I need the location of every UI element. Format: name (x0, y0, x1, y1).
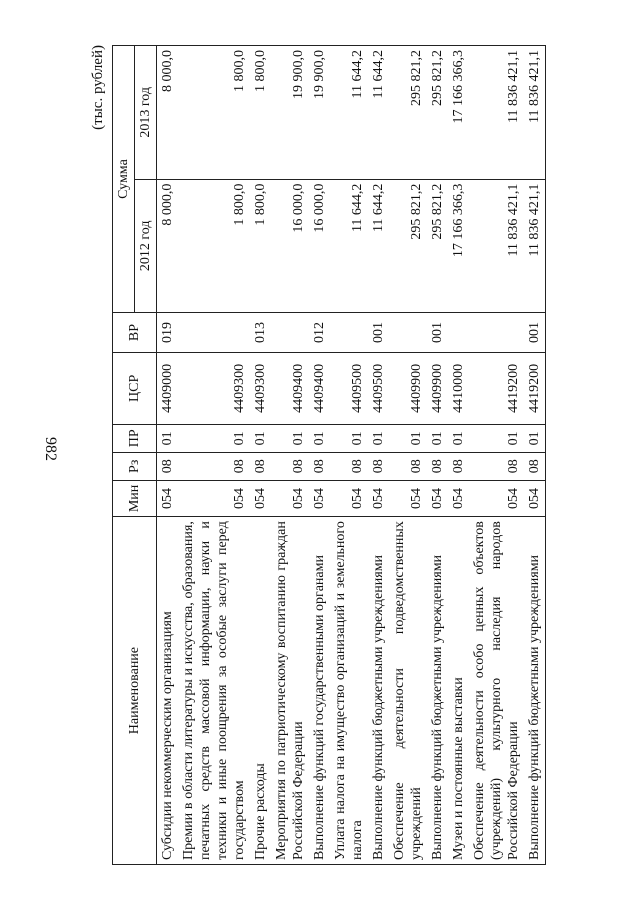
header-rz: Рз (113, 452, 157, 480)
table-row (330, 46, 368, 865)
cell-pr: 01 (330, 424, 368, 452)
cell-sum-2012: 8 000,0 (157, 179, 179, 313)
cell-vr: 013 (250, 313, 271, 353)
cell-min: 054 (250, 480, 271, 516)
cell-pr: 01 (448, 424, 469, 452)
table-row (271, 46, 309, 865)
cell-min: 054 (368, 480, 389, 516)
cell-pr: 01 (368, 424, 389, 452)
table-row (250, 46, 271, 865)
table-row (389, 46, 427, 865)
budget-table (112, 45, 546, 865)
header-pr: ПР (113, 424, 157, 452)
units-label: (тыс. рублей) (90, 45, 106, 130)
cell-sum-2012: 1 800,0 (250, 179, 271, 313)
cell-sum-2013: 295 821,2 (427, 46, 448, 180)
cell-sum-2013: 19 900,0 (271, 46, 309, 180)
header-vr: ВР (113, 313, 157, 353)
cell-csr: 4409900 (389, 352, 427, 424)
cell-csr: 4409400 (309, 352, 330, 424)
cell-vr: 001 (368, 313, 389, 353)
cell-min: 054 (178, 480, 250, 516)
page-number: 982 (42, 437, 59, 461)
cell-csr: 4409300 (178, 352, 250, 424)
cell-rz: 08 (524, 452, 546, 480)
cell-name: Прочие расходы (250, 517, 271, 865)
cell-vr: 001 (524, 313, 546, 353)
cell-sum-2012: 11 644,2 (330, 179, 368, 313)
cell-pr: 01 (389, 424, 427, 452)
cell-rz: 08 (389, 452, 427, 480)
cell-rz: 08 (250, 452, 271, 480)
cell-vr (448, 313, 469, 353)
cell-csr: 4419200 (524, 352, 546, 424)
cell-pr: 01 (309, 424, 330, 452)
table-row (448, 46, 469, 865)
cell-name: Выполнение функций бюджетными учреждениями (427, 517, 448, 865)
cell-rz: 08 (427, 452, 448, 480)
cell-name: Премии в области литературы и искусства, образования, печатных средств массовой информации, науки и техники и иные поощрения за особые заслуги перед государством (178, 517, 250, 865)
table-row (368, 46, 389, 865)
cell-csr: 4409400 (271, 352, 309, 424)
cell-name: Мероприятия по патриотическому воспитанию граждан Российской Федерации (271, 517, 309, 865)
table-row (427, 46, 448, 865)
header-year-2013: 2013 год (135, 46, 157, 180)
header-min: Мин (113, 480, 157, 516)
header-year-2012: 2012 год (135, 179, 157, 313)
cell-sum-2012: 295 821,2 (427, 179, 448, 313)
cell-min: 054 (271, 480, 309, 516)
cell-vr (330, 313, 368, 353)
cell-pr: 01 (427, 424, 448, 452)
cell-pr: 01 (524, 424, 546, 452)
cell-vr (178, 313, 250, 353)
cell-name: Выполнение функций государственными органами (309, 517, 330, 865)
cell-sum-2012: 295 821,2 (389, 179, 427, 313)
cell-name: Музеи и постоянные выставки (448, 517, 469, 865)
table-row (469, 46, 524, 865)
cell-rz: 08 (309, 452, 330, 480)
cell-name: Обеспечение деятельности особо ценных объектов (учреждений) культурного наследия народов Российской Федерации (469, 517, 524, 865)
cell-csr: 4409500 (368, 352, 389, 424)
cell-min: 054 (448, 480, 469, 516)
cell-sum-2013: 11 644,2 (330, 46, 368, 180)
cell-vr: 019 (157, 313, 179, 353)
cell-vr (389, 313, 427, 353)
cell-min: 054 (309, 480, 330, 516)
cell-vr: 012 (309, 313, 330, 353)
cell-sum-2013: 11 644,2 (368, 46, 389, 180)
budget-table-sheet (90, 45, 630, 865)
table-row (524, 46, 546, 865)
cell-sum-2012: 11 644,2 (368, 179, 389, 313)
cell-csr: 4409500 (330, 352, 368, 424)
header-row (113, 46, 135, 865)
cell-sum-2012: 11 836 421,1 (524, 179, 546, 313)
cell-min: 054 (157, 480, 179, 516)
cell-csr: 4419200 (469, 352, 524, 424)
table-row (309, 46, 330, 865)
cell-pr: 01 (469, 424, 524, 452)
cell-csr: 4410000 (448, 352, 469, 424)
cell-csr: 4409300 (250, 352, 271, 424)
cell-rz: 08 (178, 452, 250, 480)
cell-sum-2013: 8 000,0 (157, 46, 179, 180)
cell-name: Выполнение функций бюджетными учреждениями (368, 517, 389, 865)
cell-csr: 4409000 (157, 352, 179, 424)
cell-rz: 08 (368, 452, 389, 480)
cell-rz: 08 (330, 452, 368, 480)
header-csr: ЦСР (113, 352, 157, 424)
cell-sum-2013: 295 821,2 (389, 46, 427, 180)
cell-name: Обеспечение деятельности подведомственных учреждений (389, 517, 427, 865)
cell-pr: 01 (250, 424, 271, 452)
cell-rz: 08 (157, 452, 179, 480)
cell-min: 054 (469, 480, 524, 516)
cell-rz: 08 (448, 452, 469, 480)
cell-min: 054 (427, 480, 448, 516)
cell-vr (271, 313, 309, 353)
cell-name: Уплата налога на имущество организаций и земельного налога (330, 517, 368, 865)
cell-min: 054 (330, 480, 368, 516)
header-name: Наименование (113, 517, 157, 865)
cell-sum-2013: 11 836 421,1 (469, 46, 524, 180)
table-row (157, 46, 179, 865)
cell-vr (469, 313, 524, 353)
cell-rz: 08 (469, 452, 524, 480)
cell-vr: 001 (427, 313, 448, 353)
cell-pr: 01 (178, 424, 250, 452)
header-sum: Сумма (113, 46, 135, 313)
cell-pr: 01 (271, 424, 309, 452)
cell-pr: 01 (157, 424, 179, 452)
cell-sum-2013: 1 800,0 (250, 46, 271, 180)
cell-name: Субсидии некоммерческим организациям (157, 517, 179, 865)
cell-sum-2013: 11 836 421,1 (524, 46, 546, 180)
cell-min: 054 (389, 480, 427, 516)
cell-sum-2012: 11 836 421,1 (469, 179, 524, 313)
cell-sum-2013: 1 800,0 (178, 46, 250, 180)
cell-sum-2012: 16 000,0 (309, 179, 330, 313)
cell-sum-2013: 17 166 366,3 (448, 46, 469, 180)
cell-sum-2012: 1 800,0 (178, 179, 250, 313)
cell-sum-2012: 16 000,0 (271, 179, 309, 313)
cell-min: 054 (524, 480, 546, 516)
cell-csr: 4409900 (427, 352, 448, 424)
cell-sum-2013: 19 900,0 (309, 46, 330, 180)
cell-rz: 08 (271, 452, 309, 480)
table-row (178, 46, 250, 865)
cell-sum-2012: 17 166 366,3 (448, 179, 469, 313)
cell-name: Выполнение функций бюджетными учреждениями (524, 517, 546, 865)
